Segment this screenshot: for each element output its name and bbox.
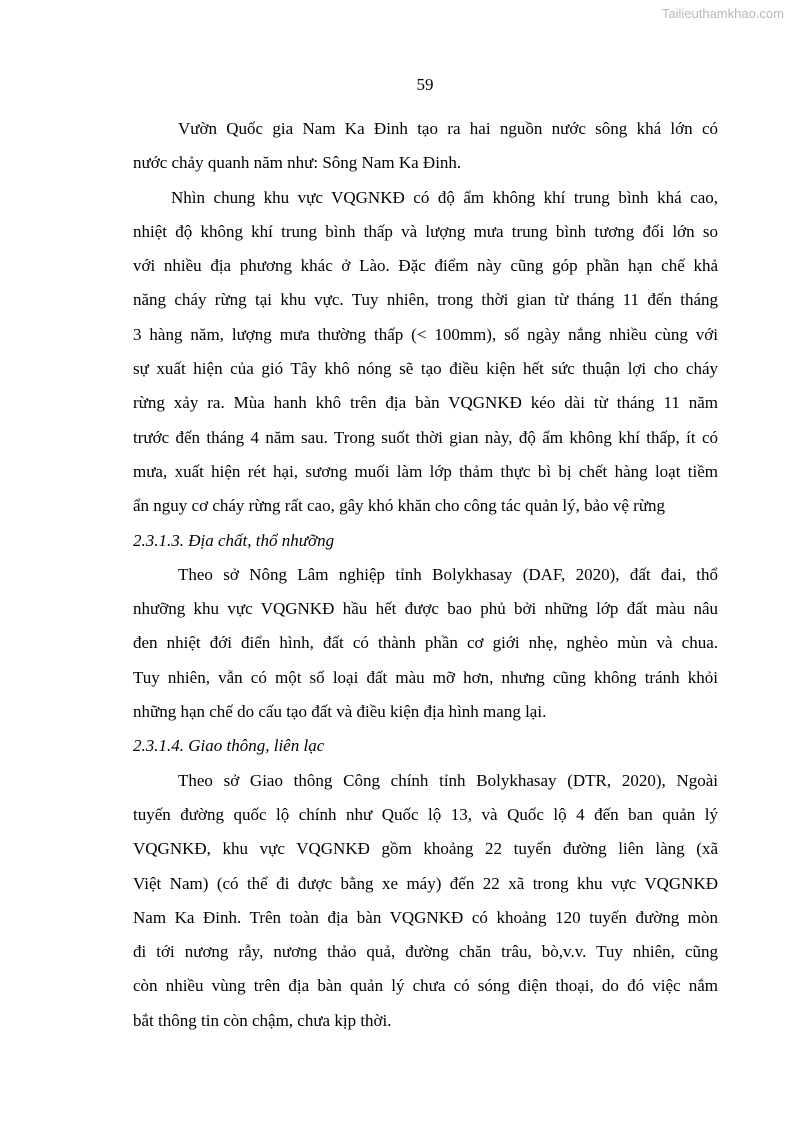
paragraph-line: Vườn Quốc gia Nam Ka Đinh tạo ra hai nguồn nước sông khá lớn có [178,119,718,138]
paragraph-line: Nam Ka Đinh. Trên toàn địa bàn VQGNKĐ có khoảng 120 tuyến đường mòn [133,907,718,927]
paragraph-line: Theo sở Nông Lâm nghiệp tỉnh Bolykhasay (DAF, 2020), đất đai, thổ [178,564,718,584]
paragraph-line: đi tới nương rẫy, nương thảo quả, đường chăn trâu, bò,v.v. Tuy nhiên, cũng [133,942,718,962]
paragraph-line: 3 hàng năm, lượng mưa thường thấp (< 100mm), số ngày nắng nhiều cùng với [133,324,718,344]
paragraph-line: Theo sở Giao thông Công chính tỉnh Bolykhasay (DTR, 2020), Ngoài [178,770,718,790]
section-heading-2-3-1-3: 2.3.1.3. Địa chất, thổ nhưỡng [133,530,335,550]
paragraph-line: VQGNKĐ, khu vực VQGNKĐ gồm khoảng 22 tuyến đường liên làng (xã [133,839,718,859]
paragraph-line: tuyến đường quốc lộ chính như Quốc lộ 13, và Quốc lộ 4 đến ban quản lý [133,804,718,824]
paragraph-line: Nhìn chung khu vực VQGNKĐ có độ ẩm không khí trung bình khá cao, [171,187,718,207]
paragraph-line: ẩn nguy cơ cháy rừng rất cao, gây khó khăn cho công tác quản lý, bảo vệ rừng [133,496,666,516]
section-heading-2-3-1-4: 2.3.1.4. Giao thông, liên lạc [133,736,325,756]
watermark: Tailieuthamkhao.com [661,6,784,21]
paragraph-line: nước chảy quanh năm như: Sông Nam Ka Đinh. [133,153,462,173]
paragraph-line: năng cháy rừng tại khu vực. Tuy nhiên, trong thời gian từ tháng 11 đến tháng [133,290,718,310]
paragraph-line: mưa, xuất hiện rét hại, sương muối làm lớp thảm thực bì bị chết hàng loạt tiềm [133,461,718,481]
paragraph-line: nhiệt độ không khí trung bình thấp và lượng mưa trung bình tương đối lớn so [133,221,718,241]
paragraph-line: bắt thông tin còn chậm, chưa kịp thời. [133,1010,392,1030]
paragraph-line: Tuy nhiên, vẫn có một số loại đất màu mỡ hơn, nhưng cũng không tránh khỏi [133,667,718,687]
paragraph-line: còn nhiều vùng trên địa bàn quản lý chưa có sóng điện thoại, do đó việc nắm [133,976,718,996]
paragraph-line: những hạn chế do cấu tạo đất và điều kiện địa hình mang lại. [133,702,547,722]
paragraph-line: Việt Nam) (có thể đi được bằng xe máy) đến 22 xã trong khu vực VQGNKĐ [133,873,718,893]
paragraph-line: nhưỡng khu vực VQGNKĐ hầu hết được bao phủ bởi những lớp đất màu nâu [133,599,718,619]
paragraph-line: trước đến tháng 4 năm sau. Trong suốt thời gian này, độ ẩm không khí thấp, ít có [133,427,718,447]
paragraph-line: rừng xảy ra. Mùa hanh khô trên địa bàn VQGNKĐ kéo dài từ tháng 11 năm [133,393,718,413]
document-body [133,112,718,1038]
page-number: 59 [416,75,434,94]
paragraph-line: sự xuất hiện của gió Tây khô nóng sẽ tạo điều kiện hết sức thuận lợi cho cháy [133,359,718,379]
paragraph-line: đen nhiệt đới điển hình, đất có thành phần cơ giới nhẹ, nghèo mùn và chua. [133,633,718,653]
paragraph-line: với nhiều địa phương khác ở Lào. Đặc điểm này cũng góp phần hạn chế khả [133,256,718,276]
